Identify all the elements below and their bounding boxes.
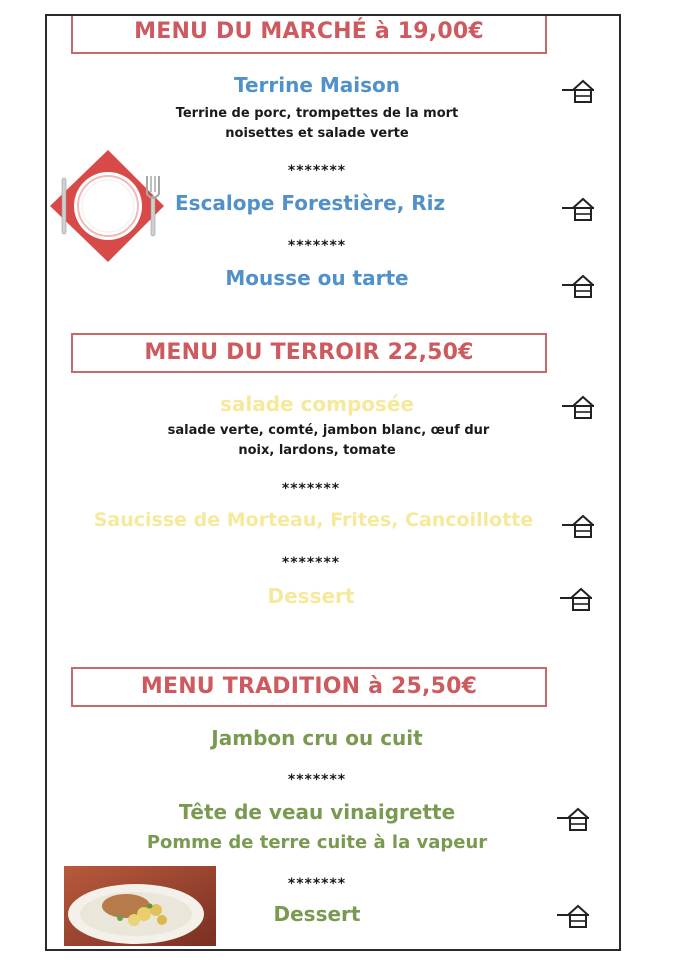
homemade-house-icon [561, 273, 595, 299]
homemade-house-icon [561, 513, 595, 539]
menu-marche-title: MENU DU MARCHÉ à 19,00€ [71, 16, 547, 54]
menu-marche-starter-desc-1: Terrine de porc, trompettes de la mort [175, 106, 459, 121]
menu-terroir-main: Saucisse de Morteau, Frites, Cancoillotte [93, 509, 534, 531]
menu-tradition-dessert: Dessert [273, 902, 361, 926]
menu-marche-separator-1: ******* [287, 163, 347, 179]
menu-marche-starter: Terrine Maison [233, 73, 401, 97]
menu-tradition-separator-2: ******* [287, 876, 347, 892]
menu-tradition-separator-1: ******* [287, 772, 347, 788]
homemade-house-icon [559, 586, 593, 612]
homemade-house-icon [561, 196, 595, 222]
menu-marche-main: Escalope Forestière, Riz [175, 191, 446, 215]
menu-terroir-title: MENU DU TERROIR 22,50€ [71, 333, 547, 373]
menu-tradition-title: MENU TRADITION à 25,50€ [71, 667, 547, 707]
homemade-house-icon [556, 806, 590, 832]
menu-terroir-separator-2: ******* [281, 555, 341, 571]
homemade-house-icon [556, 903, 590, 929]
dish-photo [64, 866, 216, 946]
menu-marche-dessert: Mousse ou tarte [225, 266, 409, 290]
menu-marche-starter-desc-2: noisettes et salade verte [225, 126, 409, 141]
menu-terroir-separator-1: ******* [281, 481, 341, 497]
menu-terroir-starter-desc-1: salade verte, comté, jambon blanc, œuf dur [167, 423, 490, 438]
homemade-house-icon [561, 394, 595, 420]
menu-terroir-starter-desc-2: noix, lardons, tomate [238, 443, 396, 458]
menu-terroir-dessert: Dessert [267, 584, 355, 608]
menu-tradition-main-desc: Pomme de terre cuite à la vapeur [146, 832, 488, 853]
menu-tradition-main: Tête de veau vinaigrette [178, 800, 456, 824]
menu-marche-separator-2: ******* [287, 238, 347, 254]
menu-terroir-starter: salade composée [219, 392, 415, 416]
menu-tradition-starter: Jambon cru ou cuit [211, 726, 423, 750]
homemade-house-icon [561, 78, 595, 104]
